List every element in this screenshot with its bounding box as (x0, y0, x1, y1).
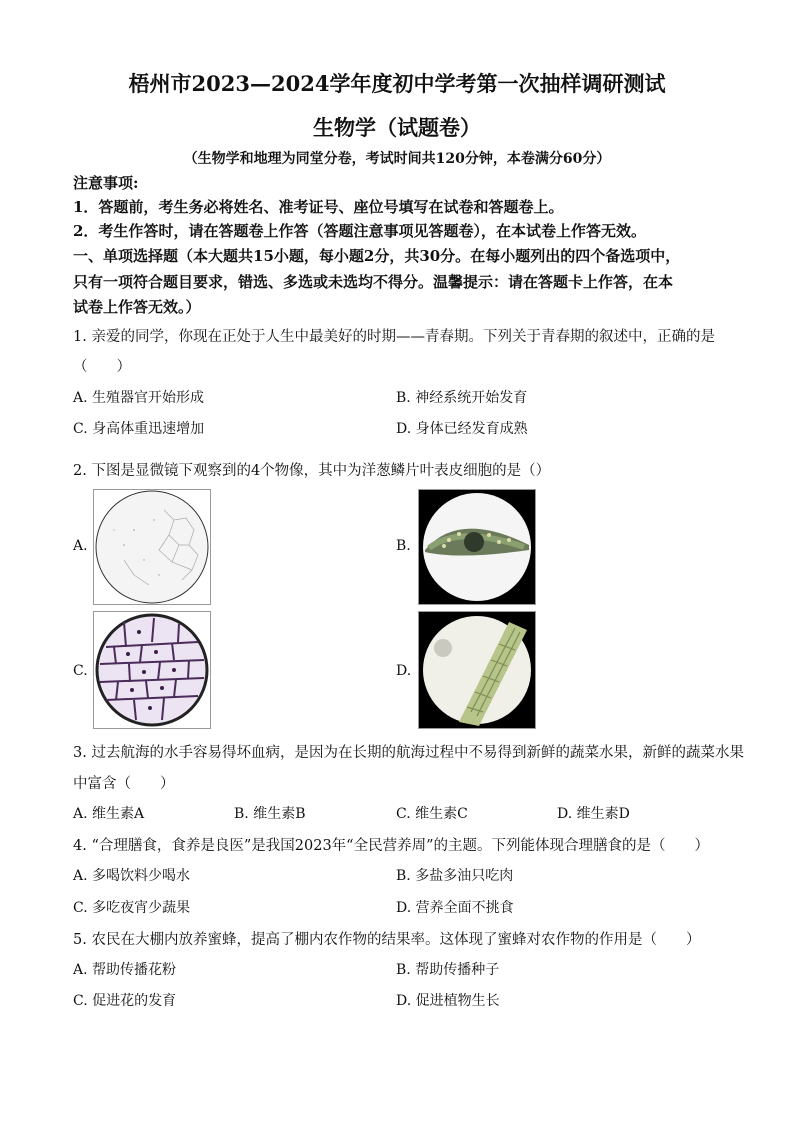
question-stem: 2. 下图是显微镜下观察到的4个物像，其中为洋葱鳞片叶表皮细胞的是（） (73, 463, 551, 479)
question-stem: （ ） (73, 359, 131, 375)
notice-item: 1．答题前，考生务必将姓名、准考证号、座位号填写在试卷和答题卷上。 (73, 198, 564, 216)
option-b[interactable]: B. 维生素B (234, 806, 306, 822)
micrograph-c[interactable] (93, 611, 211, 729)
option-a[interactable]: A. 帮助传播花粉 (73, 962, 177, 978)
option-d[interactable]: D. 营养全面不挑食 (396, 900, 514, 916)
option-b[interactable]: B. 帮助传播种子 (396, 962, 500, 978)
option-c[interactable]: C. 身高体重迅速增加 (73, 421, 205, 437)
option-a[interactable]: A. 多喝饮料少喝水 (73, 868, 191, 884)
option-c[interactable]: C. 维生素C (396, 806, 468, 822)
option-d[interactable]: D. 身体已经发育成熟 (396, 421, 528, 437)
question-stem: 1. 亲爱的同学，你现在正处于人生中最美好的时期——青春期。下列关于青春期的叙述中，正确的是 (73, 329, 715, 345)
option-b-label[interactable]: B. (396, 538, 411, 554)
exam-note: （生物学和地理为同堂分卷，考试时间共120分钟，本卷满分60分） (183, 151, 611, 167)
question-stem: 中富含（ ） (73, 776, 175, 792)
option-b[interactable]: B. 神经系统开始发育 (396, 390, 528, 406)
option-b[interactable]: B. 多盐多油只吃肉 (396, 868, 514, 884)
option-c[interactable]: C. 促进花的发育 (73, 993, 177, 1009)
option-d[interactable]: D. 促进植物生长 (396, 993, 500, 1009)
option-a[interactable]: A. 维生素A (73, 806, 145, 822)
notice-item: 2．考生作答时，请在答题卷上作答（答题注意事项见答题卷），在本试卷上作答无效。 (73, 222, 646, 240)
micrograph-b[interactable] (418, 489, 536, 605)
question-stem: 3. 过去航海的水手容易得坏血病，是因为在长期的航海过程中不易得到新鲜的蔬菜水果，新鲜的蔬菜水果 (73, 745, 744, 761)
option-d[interactable]: D. 维生素D (557, 806, 630, 822)
option-c-label[interactable]: C. (73, 663, 88, 679)
section-line: 一、单项选择题（本大题共15小题，每小题2分，共30分。在每小题列出的四个备选项中， (73, 247, 681, 265)
option-a-label[interactable]: A. (73, 538, 88, 554)
option-c[interactable]: C. 多吃夜宵少蔬果 (73, 900, 191, 916)
question-stem: 4. “合理膳食，食养是良医”是我国2023年“全民营养周”的主题。下列能体现合理膳食的是（ ） (73, 838, 709, 854)
section-line: 试卷上作答无效。） (73, 298, 201, 316)
section-line: 只有一项符合题目要求，错选、多选或未选均不得分。温馨提示：请在答题卡上作答，在本 (73, 273, 674, 291)
question-stem: 5. 农民在大棚内放养蜜蜂，提高了棚内农作物的结果率。这体现了蜜蜂对农作物的作用是（ ） (73, 932, 701, 948)
exam-title: 梧州市2023—2024学年度初中学考第一次抽样调研测试 (128, 71, 666, 96)
micrograph-a[interactable] (93, 489, 211, 605)
micrograph-d[interactable] (418, 611, 536, 729)
option-d-label[interactable]: D. (396, 663, 412, 679)
notice-heading: 注意事项: (73, 174, 139, 192)
exam-subtitle: 生物学（试题卷） (313, 115, 481, 140)
option-a[interactable]: A. 生殖器官开始形成 (73, 390, 205, 406)
